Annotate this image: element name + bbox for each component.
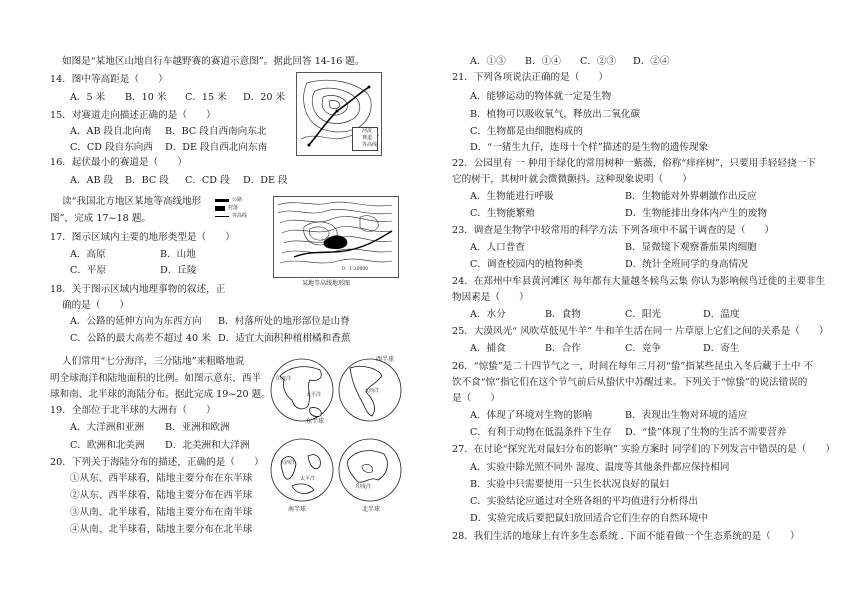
road-swatch [215, 199, 229, 202]
intro-19-20-line3: 球和南、北半球的海陆分布。据此完成 19~20 题。 [50, 389, 271, 400]
q20-option-b: B．①④ [525, 56, 561, 67]
q25-option-a: A．捕食 [470, 343, 506, 354]
label-pacific-east: 太平洋 [306, 392, 322, 398]
intro-19-20-line1: 人们常用“七分海洋，三分陆地”来粗略地说 [62, 356, 245, 367]
q14-option-c: C．15 米 [185, 92, 227, 103]
q15-option-d: D．DE 段自西北向东南 [165, 142, 268, 153]
q27-option-b: B．实验中只需要使用一只生长状况良好的鼠妇 [470, 479, 669, 490]
map1-legend-river: 河流 [362, 128, 373, 134]
question-16: 16．起伏最小的赛道是（ ） [50, 157, 187, 168]
q25-option-c: C．竞争 [625, 343, 662, 354]
question-19: 19．全部位于北半球的大洲有（ ） [50, 405, 216, 416]
intro-14-16: 如图是“某地区山地自行车越野赛的赛道示意图”。据此回答 14-16 题。 [62, 56, 365, 67]
caption-eastern-hemisphere: 东半球 [306, 418, 325, 425]
q23-option-a: A．人口普查 [470, 242, 525, 253]
q20-option-a: A．①③ [470, 56, 506, 67]
map2-scale: 0 1:20000 [342, 267, 369, 272]
q15-option-c: C．CD 段自东向西 [70, 142, 153, 153]
q26-option-d: D．“蛰”体现了生物的生活不需要营养 [625, 427, 787, 438]
q26-option-c: C．有利于动物在低温条件下生存 [470, 427, 612, 438]
caption-northern-hemisphere: 北半球 [362, 506, 381, 513]
map1-legend-track: 赛道 [362, 135, 373, 141]
intro-17-18-line1: 读“我国北方地区某地等高线地形 [62, 196, 202, 207]
question-20: 20．下列关于海陆分布的描述，正确的是（ ） [50, 457, 264, 468]
hemispheres-figure [266, 356, 410, 540]
q23-option-c: C．调查校园内的植物种类 [470, 259, 583, 270]
contour-topo-map [273, 196, 399, 278]
village-swatch [215, 206, 225, 211]
q23-option-b: B．显微镜下观察番茄果肉细胞 [625, 242, 757, 253]
q20-item-4: ④从南、北半球看，陆地主要分布在北半球 [70, 524, 253, 535]
q27-option-a: A．实验中除光照不同外 湿度、温度等其他条件都应保持相同 [470, 462, 730, 473]
q17-option-d: D．丘陵 [160, 265, 197, 276]
label-atlantic-south: 大西洋 [280, 460, 296, 466]
q17-option-c: C．平原 [70, 265, 107, 276]
q18-option-c: C．公路的最大高差不超过 40 米 [70, 333, 211, 344]
q19-option-d: D．北美洲和大洋洲 [165, 440, 250, 451]
q20-item-3: ③从南、北半球看，陆地主要分布在南半球 [70, 507, 253, 518]
question-22-line1: 22．公园里有 一 种用于绿化的常用树种一紫薇，俗称“痒痒树”，只要用手轻轻挠一下 [452, 158, 816, 169]
label-indian-north: 印度洋 [356, 484, 372, 490]
q18-option-a: A．公路的延伸方向为东西方向 [70, 316, 202, 327]
q24-option-b: B．食物 [545, 309, 581, 320]
q18-option-b: B．村落所处的地形部位是山脊 [218, 316, 350, 327]
contour-swatch [215, 216, 229, 217]
q27-option-d: D．实验完成后要把鼠妇放回适合它们生存的自然环境中 [470, 513, 708, 524]
question-22-line2: 它的树干，其树叶就会微微颤抖。这种现象说明（ ） [452, 174, 692, 185]
label-atlantic-west: 大西洋 [364, 388, 380, 394]
map1-legend [352, 127, 378, 151]
intro-17-18-line2: 图”，完成 17~18 题。 [50, 213, 152, 224]
race-track-map [296, 72, 382, 156]
question-14: 14．图中等高距是（ ） [50, 74, 168, 85]
q21-option-c: C．生物都是由细胞构成的 [470, 126, 583, 137]
q18-option-d: D．适宜大面积种植柑橘和香蕉 [218, 333, 351, 344]
question-28: 28．我们生活的地球上有许多生态系统 . 下面不能看做一个生态系统的是（ ） [452, 531, 800, 542]
q20-option-c: C．②③ [580, 56, 617, 67]
map2-legend-road: 公路 [232, 197, 243, 203]
q16-option-b: B．BC 段 [125, 175, 169, 186]
question-15: 15．对赛道走向描述正确的是（ ） [50, 110, 216, 121]
question-23: 23．调查是生物学中较常用的科学方法 下列各项中不属于调查的是（ ） [452, 225, 775, 236]
q16-option-c: C．CD 段 [185, 175, 230, 186]
question-17: 17．图示区域内主要的地形类型是（ ） [50, 232, 235, 243]
caption-southern-hemisphere: 南半球 [288, 506, 307, 513]
question-24-line2: 物因素是（ ） [452, 292, 529, 303]
question-21: 21．下列各项说法正确的是（ ） [452, 72, 609, 83]
question-18-line1: 18．关于图示区域内地理事物的叙述，正 [50, 284, 226, 295]
q20-option-d: D．②④ [633, 56, 670, 67]
q24-option-c: C．阳光 [625, 309, 662, 320]
q19-option-c: C．欧洲和北美洲 [70, 440, 145, 451]
q25-option-b: B．合作 [545, 343, 581, 354]
q25-option-d: D．寄生 [703, 343, 740, 354]
q16-option-a: A．AB 段 [70, 175, 114, 186]
caption-western-hemisphere: 西半球 [376, 356, 395, 363]
label-pacific-south: 太平洋 [300, 476, 316, 482]
q24-option-d: D．温度 [703, 309, 740, 320]
q14-option-b: B．10 米 [125, 92, 167, 103]
q22-option-a: A．生物能进行呼吸 [470, 191, 554, 202]
q27-option-c: C．实验结论应通过对全班各组的平均值进行分析得出 [470, 496, 698, 507]
map2-legend-contour: 等高线 [232, 213, 248, 219]
q15-option-a: A．AB 段自北向南 [70, 126, 152, 137]
q22-option-c: C．生物能繁殖 [470, 208, 535, 219]
question-25: 25．大漠风光“ 风吹草低见牛羊” 牛和羊生活在同一 片草原上它们之间的关系是（ ） [452, 326, 829, 337]
q14-option-a: A．5 米 [70, 92, 106, 103]
q24-option-a: A．水分 [470, 309, 506, 320]
question-26-line2: 饮不食“惊”指它们在这个节气前后从蛰伏中苏醒过来。下列关于“惊蛰”的说法错误的 [452, 377, 808, 388]
q26-option-a: A．体现了环境对生物的影响 [470, 410, 593, 421]
question-26-line1: 26．“惊蛰”是二十四节气之一，时间在每年三月初“蛰”指某些昆虫入冬后藏于土中 不 [452, 361, 814, 372]
q23-option-d: D．统计全班同学的身高情况 [625, 259, 748, 270]
q15-option-b: B．BC 段自西南向东北 [165, 126, 267, 137]
q20-item-1: ①从东、西半球看，陆地主要分布在东半球 [70, 473, 253, 484]
question-24-line1: 24．在郑州中牟县黄河滩区 每年都有大量越冬候鸟云集 你认为影响候鸟迁徙的主要非生 [452, 276, 826, 287]
label-indian-ocean-east: 印度洋 [276, 376, 292, 382]
q22-option-d: D．生物能排出身体内产生的废物 [625, 208, 768, 219]
q21-option-d: D．“一猪生九仔，连母十个样”描述的是生物的遗传现象 [470, 142, 709, 153]
question-18-line2: 确的是（ ） [62, 300, 130, 311]
question-27: 27．在讨论“探究光对鼠妇分布的影响” 实验方案时 同学们的下列发言中错误的是（ ） [452, 444, 836, 455]
q22-option-b: B．生物能对外界刺激作出反应 [625, 191, 757, 202]
q21-option-a: A．能够运动的物体就一定是生物 [470, 91, 612, 102]
map2-legend [215, 196, 269, 226]
map2-legend-village: 村落 [228, 205, 239, 211]
q19-option-a: A．大洋洲和亚洲 [70, 422, 145, 433]
q17-option-a: A．高原 [70, 249, 106, 260]
question-26-line3: 是（ ） [452, 393, 500, 404]
map2-caption: 某地等高线地形图 [302, 280, 351, 287]
q20-item-2: ②从东、西半球看，陆地主要分布在西半球 [70, 490, 253, 501]
q17-option-b: B．山地 [160, 249, 196, 260]
q19-option-b: B．亚洲和欧洲 [165, 422, 230, 433]
q16-option-d: D．DE 段 [243, 175, 288, 186]
intro-19-20-line2: 明全球海洋和陆地面积的比例。如图示意东、西半 [50, 373, 262, 384]
q21-option-b: B．植物可以吸收氧气，释放出二氧化碳 [470, 109, 641, 120]
q14-option-d: D．20 米 [243, 92, 286, 103]
map1-legend-contour: 等高线 [362, 142, 378, 148]
q26-option-b: B．表现出生物对环境的适应 [625, 410, 748, 421]
